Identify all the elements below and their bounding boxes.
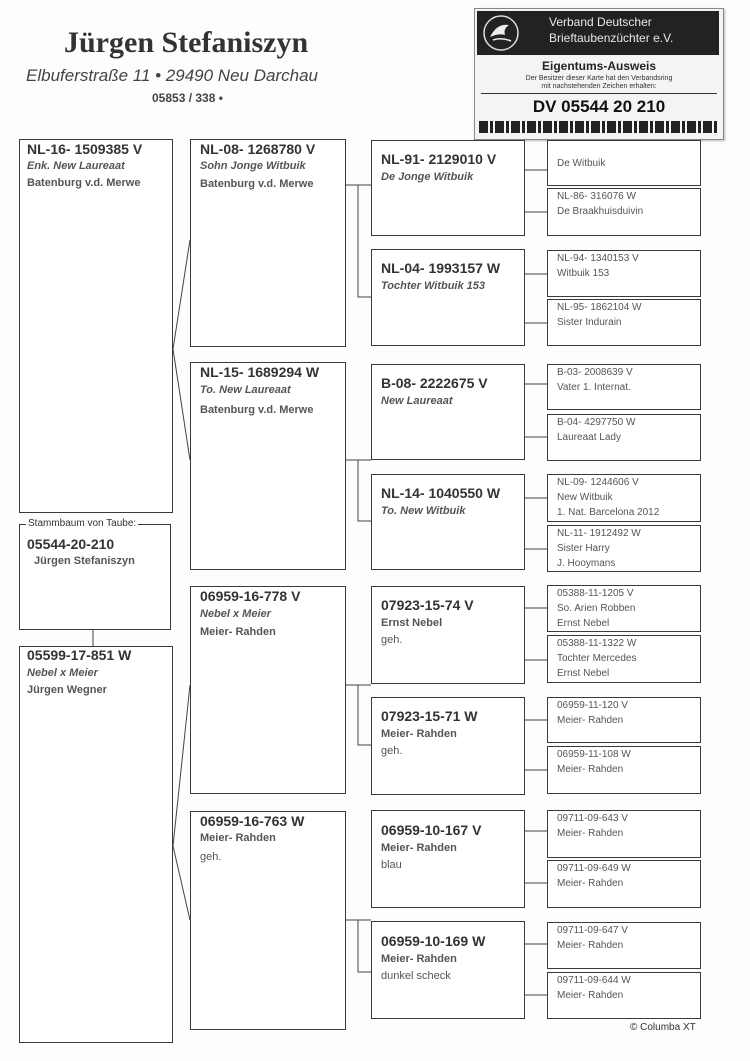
- gen4-7-line3: 1. Nat. Barcelona 2012: [557, 507, 660, 518]
- gen4-14-line1: 09711-09-649 W: [557, 863, 631, 874]
- gen3-name-5: Ernst Nebel: [381, 617, 443, 629]
- gen2-breeder-3: Meier- Rahden: [200, 626, 276, 638]
- gen3-note-7: blau: [381, 859, 402, 871]
- gen4-15-line2: Meier- Rahden: [557, 940, 624, 951]
- subject-box[interactable]: [19, 518, 171, 630]
- gen4-9-line1: 05388-11-1205 V: [557, 588, 634, 599]
- gen3-ring-5: 07923-15-74 V: [381, 597, 474, 613]
- gen3-box-6[interactable]: [371, 697, 525, 795]
- gen3-note-6: geh.: [381, 745, 403, 757]
- gen4-13-line2: Meier- Rahden: [557, 828, 624, 839]
- gen2-ring-1: NL-08- 1268780 V: [200, 141, 316, 157]
- gen2-ring-2: NL-15- 1689294 W: [200, 364, 320, 380]
- gen3-box-7[interactable]: [371, 810, 525, 908]
- card-title: Eigentums-Ausweis: [541, 59, 657, 73]
- gen4-6-line1: B-04- 4297750 W: [557, 417, 636, 428]
- gen4-10-line2: Tochter Mercedes: [557, 653, 637, 664]
- gen4-box-2[interactable]: [547, 188, 701, 236]
- gen3-box-3[interactable]: [371, 364, 525, 460]
- gen3-ring-8: 06959-10-169 W: [381, 933, 486, 949]
- gen4-box-8[interactable]: [547, 525, 701, 572]
- gen3-box-8[interactable]: [371, 921, 525, 1019]
- gen3-ring-3: B-08- 2222675 V: [381, 375, 488, 391]
- connector-sire: [173, 240, 190, 460]
- card-org-line1: Verband Deutscher: [549, 15, 652, 29]
- dam-breeder: Jürgen Wegner: [27, 684, 107, 696]
- gen2-box-1[interactable]: [190, 139, 346, 347]
- gen2-breeder-1: Batenburg v.d. Merwe: [200, 178, 314, 190]
- gen4-7-line1: NL-09- 1244606 V: [557, 477, 639, 488]
- gen3-name-3: New Laureaat: [381, 395, 453, 407]
- gen4-box-11[interactable]: [547, 697, 701, 743]
- gen4-box-4[interactable]: [547, 299, 701, 346]
- gen3-ring-1: NL-91- 2129010 V: [381, 151, 497, 167]
- gen2-name-3: Nebel x Meier: [200, 608, 271, 620]
- card-ring-number: DV 05544 20 210: [532, 97, 666, 116]
- gen3-ring-4: NL-14- 1040550 W: [381, 485, 501, 501]
- gen3-ring-2: NL-04- 1993157 W: [381, 260, 501, 276]
- gen4-2-line1: NL-86- 316076 W: [557, 191, 636, 202]
- gen3-note-8: dunkel scheck: [381, 970, 451, 982]
- gen4-box-14[interactable]: [547, 860, 701, 908]
- gen4-15-line1: 09711-09-647 V: [557, 925, 628, 936]
- gen3-ring-7: 06959-10-167 V: [381, 822, 482, 838]
- gen4-9-line2: So. Arien Robben: [557, 603, 636, 614]
- sire-name: Enk. New Laureaat: [27, 160, 125, 172]
- gen4-box-13[interactable]: [547, 810, 701, 858]
- gen4-8-line3: J. Hooymans: [557, 558, 616, 569]
- gen4-12-line1: 06959-11-108 W: [557, 749, 631, 760]
- connector-gen2-dams: [346, 185, 371, 972]
- subject-owner: Jürgen Stefaniszyn: [34, 555, 135, 567]
- gen3-name-8: Meier- Rahden: [381, 953, 457, 965]
- card-note-line1: Der Besitzer dieser Karte hat den Verbandsring: [525, 75, 673, 82]
- gen3-name-1: De Jonge Witbuik: [381, 171, 474, 183]
- subject-label: Stammbaum von Taube:: [28, 518, 137, 529]
- gen4-13-line1: 09711-09-643 V: [557, 813, 628, 824]
- gen4-10-line3: Ernst Nebel: [557, 668, 610, 679]
- gen4-4-line2: Sister Indurain: [557, 317, 622, 328]
- gen3-box-1[interactable]: [371, 140, 525, 236]
- subject-ring: 05544-20-210: [27, 536, 115, 552]
- gen4-16-line1: 09711-09-644 W: [557, 975, 631, 986]
- gen4-6-line2: Laureaat Lady: [557, 432, 621, 443]
- gen4-box-1[interactable]: [547, 140, 701, 186]
- gen2-breeder-2: Batenburg v.d. Merwe: [200, 404, 314, 416]
- gen4-box-15[interactable]: [547, 922, 701, 969]
- gen3-name-2: Tochter Witbuik 153: [381, 280, 486, 292]
- gen4-5-line2: Vater 1. Internat.: [557, 382, 631, 393]
- card-org-line2: Brieftaubenzüchter e.V.: [549, 31, 674, 45]
- gen2-box-4[interactable]: [190, 811, 346, 1030]
- gen3-name-6: Meier- Rahden: [381, 728, 457, 740]
- gen3-name-7: Meier- Rahden: [381, 842, 457, 854]
- gen4-3-line2: Witbuik 153: [557, 268, 610, 279]
- gen4-box-5[interactable]: [547, 364, 701, 410]
- gen3-box-4[interactable]: [371, 474, 525, 570]
- gen4-8-line1: NL-11- 1912492 W: [557, 528, 641, 539]
- card-note-line2: mit nachstehenden Zeichen erhalten:: [541, 83, 657, 90]
- gen4-10-line1: 05388-11-1322 W: [557, 638, 637, 649]
- gen2-ring-3: 06959-16-778 V: [200, 588, 301, 604]
- gen4-box-16[interactable]: [547, 972, 701, 1019]
- gen4-8-line2: Sister Harry: [557, 543, 610, 554]
- owner-name: Jürgen Stefaniszyn: [64, 26, 309, 59]
- gen4-5-line1: B-03- 2008639 V: [557, 367, 633, 378]
- gen3-note-5: geh.: [381, 634, 403, 646]
- gen4-box-6[interactable]: [547, 414, 701, 461]
- gen4-box-7[interactable]: [547, 474, 701, 522]
- connector-dam: [173, 685, 190, 920]
- gen3-box-5[interactable]: [371, 586, 525, 684]
- connector-gen3: [525, 170, 547, 995]
- sire-ring: NL-16- 1509385 V: [27, 141, 143, 157]
- gen4-box-9[interactable]: [547, 585, 701, 632]
- gen4-9-line3: Ernst Nebel: [557, 618, 610, 629]
- gen3-box-2[interactable]: [371, 249, 525, 346]
- gen4-box-12[interactable]: [547, 746, 701, 794]
- gen4-2-line2: De Braakhuisduivin: [557, 206, 644, 217]
- gen2-breeder-4: geh.: [200, 851, 222, 863]
- dam-name: Nebel x Meier: [27, 667, 98, 679]
- dam-box[interactable]: [19, 646, 173, 1043]
- gen3-ring-6: 07923-15-71 W: [381, 708, 478, 724]
- gen4-14-line2: Meier- Rahden: [557, 878, 624, 889]
- gen2-ring-4: 06959-16-763 W: [200, 813, 305, 829]
- gen4-box-10[interactable]: [547, 635, 701, 683]
- dam-ring: 05599-17-851 W: [27, 647, 132, 663]
- gen2-name-4: Meier- Rahden: [200, 832, 276, 844]
- gen4-1-line1: De Witbuik: [557, 158, 606, 169]
- gen4-4-line1: NL-95- 1862104 W: [557, 302, 642, 313]
- gen4-11-line2: Meier- Rahden: [557, 715, 624, 726]
- owner-phone: 05853 / 338 •: [152, 91, 223, 105]
- gen4-11-line1: 06959-11-120 V: [557, 700, 628, 711]
- sire-breeder: Batenburg v.d. Merwe: [27, 177, 141, 189]
- gen4-box-3[interactable]: [547, 250, 701, 297]
- gen4-16-line2: Meier- Rahden: [557, 990, 624, 1001]
- gen2-name-2: To. New Laureaat: [200, 384, 291, 396]
- gen2-name-1: Sohn Jonge Witbuik: [200, 160, 306, 172]
- gen3-name-4: To. New Witbuik: [381, 505, 466, 517]
- copyright-footer: © Columba XT: [630, 1022, 696, 1033]
- gen4-7-line2: New Witbuik: [557, 492, 613, 503]
- gen2-box-2[interactable]: [190, 362, 346, 570]
- sire-box[interactable]: [19, 139, 173, 513]
- gen2-box-3[interactable]: [190, 586, 346, 794]
- owner-address: Elbuferstraße 11 • 29490 Neu Darchau: [26, 66, 318, 85]
- gen4-3-line1: NL-94- 1340153 V: [557, 253, 639, 264]
- gen4-12-line2: Meier- Rahden: [557, 764, 624, 775]
